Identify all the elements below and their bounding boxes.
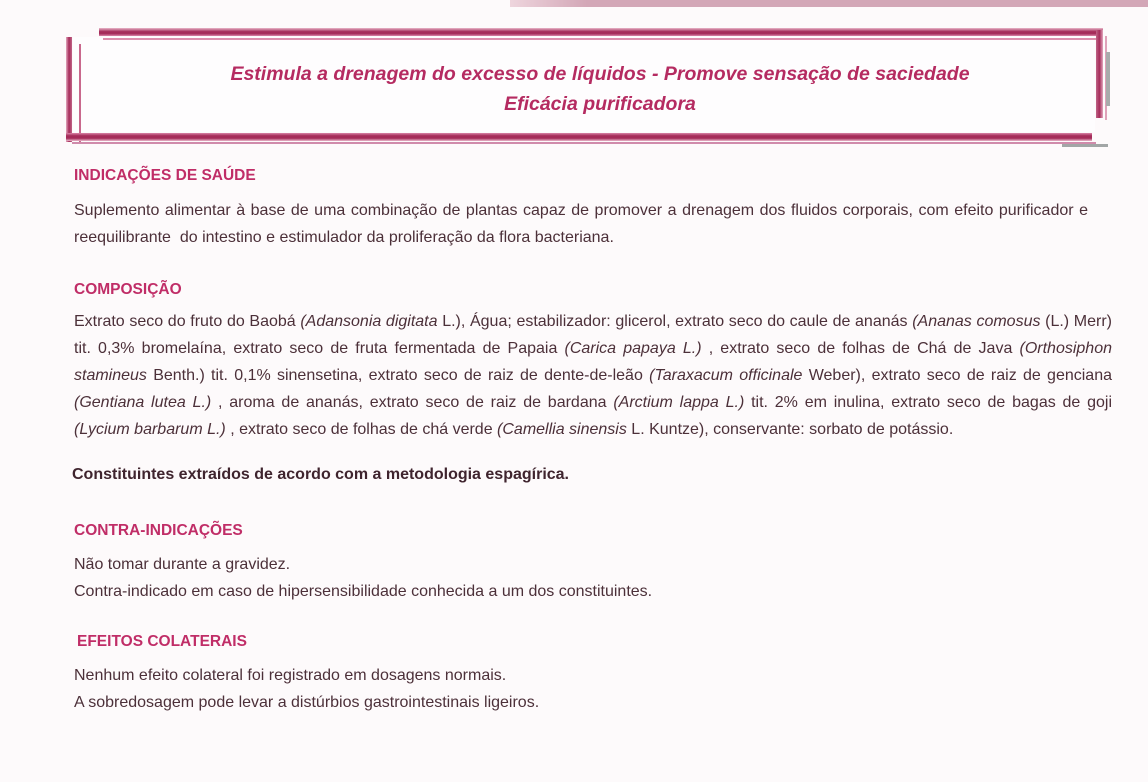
banner-frame-left-bar: [66, 37, 72, 142]
section-body-indicacoes: Suplemento alimentar à base de uma combinação de plantas capaz de promover a drenagem dos fluidos corporais, com efeito purificador e reequilibrante do intestino e estimulador da proliferação da flora bacteriana.: [74, 202, 1093, 246]
banner-line-1: Estimula a drenagem do excesso de líquidos - Promove sensação de saciedade: [230, 63, 970, 85]
banner-frame-left-thin-line: [79, 44, 81, 144]
banner-frame-bottom-thin-line: [72, 142, 1096, 144]
section-body-contra-indicacoes: [74, 551, 1088, 605]
banner-text: [100, 59, 1100, 119]
banner-frame-top-bar: [99, 28, 1103, 36]
banner-frame-top-thin-line: [103, 38, 1103, 40]
contra-line-2: Contra-indicado em caso de hipersensibilidade conhecida a um dos constituintes.: [74, 583, 653, 600]
section-title-contra-indicacoes: CONTRA-INDICAÇÕES: [74, 522, 243, 539]
efeitos-line-1: Nenhum efeito colateral foi registrado em dosagens normais.: [74, 667, 507, 684]
contra-line-1: Não tomar durante a gravidez.: [74, 556, 291, 573]
section-title-composicao: COMPOSIÇÃO: [74, 281, 182, 298]
efeitos-line-2: A sobredosagem pode levar a distúrbios gastrointestinais ligeiros.: [74, 694, 540, 711]
banner-frame-bottom-shadow: [1062, 144, 1108, 147]
spagyric-note: Constituintes extraídos de acordo com a metodologia espagírica.: [72, 466, 569, 483]
section-title-efeitos-colaterais: EFEITOS COLATERAIS: [77, 633, 247, 650]
section-title-indicacoes: INDICAÇÕES DE SAÚDE: [74, 167, 256, 184]
banner-frame-bottom-bar: [66, 133, 1092, 141]
page-top-decoration-strip: [510, 0, 1148, 7]
section-body-composicao: Extrato seco do fruto do Baobá (Adansonia digitata L.), Água; estabilizador: glicerol, extrato seco do caule de ananás (Ananas comosus (L.) Merr) tit. 0,3% bromelaína, extrato seco de fruta fermentada de Papaia (Carica papaya L.) , extrato seco de folhas de Chá de Java (Orthosiphon stamineus Benth.) tit. 0,1% sinensetina, extrato seco de raiz de dente-de-leão (Taraxacum officinale Weber), extrato seco de raiz de genciana (Gentiana lutea L.) , aroma de ananás, extrato seco de raiz de bardana (Arctium lappa L.) tit. 2% em inulina, extrato seco de bagas de goji (Lycium barbarum L.) , extrato seco de folhas de chá verde (Camellia sinensis L. Kuntze), conservante: sorbato de potássio.: [74, 313, 1113, 438]
section-body-efeitos-colaterais: [74, 662, 1088, 716]
banner-line-2: Eficácia purificadora: [504, 93, 696, 115]
banner-frame-right-shadow: [1106, 52, 1110, 106]
